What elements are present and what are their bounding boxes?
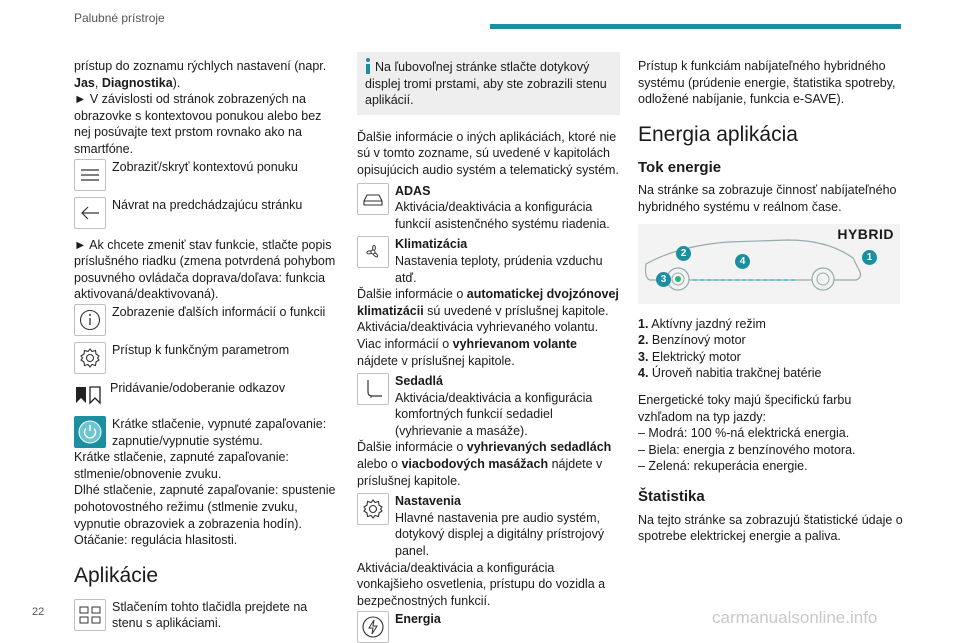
section-heading-energy: Energia aplikácia	[638, 122, 798, 146]
icon-row-gear: Prístup k funkčným parametrom	[74, 342, 340, 374]
page-number: 22	[32, 606, 45, 618]
car-adas-icon	[357, 183, 389, 215]
icon-row-seats: Sedadlá Aktivácia/deaktivácia a konfigurácia komfortných funkcií sedadiel (vyhrievanie a masáže).	[357, 373, 620, 439]
list-item: 4. Úroveň nabitia trakčnej batérie	[638, 366, 822, 381]
paragraph: Ďalšie informácie o automatickej dvojzónovej klimatizácii sú uvedené v príslušnej kapitole.	[357, 287, 619, 318]
icon-row-klima: Klimatizácia Nastavenia teploty, prúdenia vzduchu atď.	[357, 236, 620, 286]
power-icon	[74, 416, 106, 448]
legend-list	[638, 316, 904, 382]
info-icon	[74, 304, 106, 336]
paragraph: Otáčanie: regulácia hlasitosti.	[74, 533, 238, 548]
icon-row-settings: Nastavenia Hlavné nastavenia pre audio systém, dotykový displej a digitálny prístrojový panel.	[357, 493, 620, 559]
badge-4: 4	[735, 254, 750, 269]
hybrid-energy-flow-image	[638, 224, 900, 304]
paragraph: Ďalšie informácie o iných aplikáciách, ktoré nie sú v tomto zozname, sú uvedené v kapitolách opisujúcich audio systém a telematický systém.	[357, 129, 619, 177]
gear-icon	[357, 493, 389, 525]
icon-row-apps: Stlačením tohto tlačidla prejdete na stenu s aplikáciami.	[74, 599, 340, 632]
paragraph: Viac informácií o vyhrievanom volante nájdete v príslušnej kapitole.	[357, 336, 578, 368]
paragraph: prístup do zoznamu rýchlych nastavení (napr. Jas, Diagnostika).	[74, 59, 327, 90]
paragraph: Aktivácia/deaktivácia a konfigurácia vonkajšieho osvetlenia, prístupu do vozidla a bezpečnostných funkcií.	[357, 560, 606, 608]
header-accent-bar	[490, 24, 901, 29]
fan-icon	[357, 236, 389, 268]
section-heading-apps: Aplikácie	[74, 563, 159, 587]
dash-item: – Modrá: 100 %-ná elektrická energia.	[638, 426, 850, 441]
icon-row-energy: Energia	[357, 611, 620, 643]
icon-row-bookmark: Pridávanie/odoberanie odkazov	[74, 380, 340, 410]
badge-2: 2	[676, 246, 691, 261]
paragraph: Dlhé stlačenie, zapnuté zapaľovanie: spustenie pohotovostného režimu (stlmenie zvuku, vypnutie obrazoviek a zobrazenia hodín).	[74, 483, 336, 531]
icon-row-power: Krátke stlačenie, vypnuté zapaľovanie: zapnutie/vypnutie systému.	[74, 416, 340, 449]
subheading-flow: Tok energie	[638, 158, 722, 176]
icon-row-menu: Zobraziť/skryť kontextovú ponuku	[74, 159, 340, 191]
info-note-icon	[365, 58, 371, 74]
hybrid-label: HYBRID	[837, 225, 894, 242]
page-header-title: Palubné prístroje	[74, 11, 165, 25]
column-middle	[357, 52, 620, 643]
column-left	[74, 58, 340, 632]
icon-row-adas: ADAS Aktivácia/deaktivácia a konfigurácia funkcií asistenčného systému riadenia.	[357, 183, 620, 233]
watermark: carmanualsonline.info	[712, 608, 878, 627]
paragraph: ► Ak chcete zmeniť stav funkcie, stlačte popis príslušného riadku (zmena potvrdená pohybom posuvného ovládača doprava/doľava: funkcia aktivovaná/deaktivovaná).	[74, 237, 336, 302]
paragraph: Aktivácia/deaktivácia vyhrievaného volantu.	[357, 320, 599, 335]
list-item: 2. Benzínový motor	[638, 333, 746, 348]
seat-icon	[357, 373, 389, 405]
paragraph: ► V závislosti od stránok zobrazených na obrazovke s kontextovou ponukou alebo bez nej posúvajte text prstom rovnako ako na smartfóne.	[74, 92, 322, 156]
dash-item: – Biela: energia z benzínového motora.	[638, 442, 856, 457]
bookmark-icon	[74, 380, 104, 410]
apps-grid-icon	[74, 599, 106, 631]
paragraph: Energetické toky majú špecifickú farbu vzhľadom na typ jazdy:	[638, 392, 852, 424]
car-silhouette-icon	[638, 224, 900, 304]
list-item: 1. Aktívny jazdný režim	[638, 316, 766, 331]
badge-1: 1	[862, 250, 877, 265]
back-arrow-icon	[74, 197, 106, 229]
paragraph: Na tejto stránke sa zobrazujú štatistické údaje o spotrebe elektrickej energie a paliva.	[638, 512, 903, 544]
badge-3: 3	[656, 272, 671, 287]
gear-icon	[74, 342, 106, 374]
icon-row-back: Návrat na predchádzajúcu stránku	[74, 197, 340, 229]
subheading-stats: Štatistika	[638, 487, 705, 505]
list-item: 3. Elektrický motor	[638, 349, 741, 364]
paragraph: Ďalšie informácie o vyhrievaných sedadlách alebo o viacbodových masážach nájdete v príslušnej kapitole.	[357, 440, 612, 488]
paragraph: Na stránke sa zobrazuje činnosť nabíjateľného hybridného systému v reálnom čase.	[638, 183, 897, 214]
info-note: Na ľubovoľnej stránke stlačte dotykový displej tromi prstami, aby ste zobrazili stenu aplikácií.	[357, 52, 620, 115]
energy-icon	[357, 611, 389, 643]
paragraph: Prístup k funkciám nabíjateľného hybridného systému (prúdenie energie, štatistika spotreby, odložené nabíjanie, funkcia e-SAVE).	[638, 59, 896, 107]
paragraph: Krátke stlačenie, zapnuté zapaľovanie: stlmenie/obnovenie zvuku.	[74, 450, 289, 481]
dash-item: – Zelená: rekuperácia energie.	[638, 459, 808, 474]
column-right	[638, 58, 904, 545]
icon-row-info: Zobrazenie ďalších informácií o funkcii	[74, 304, 340, 336]
menu-icon	[74, 159, 106, 191]
